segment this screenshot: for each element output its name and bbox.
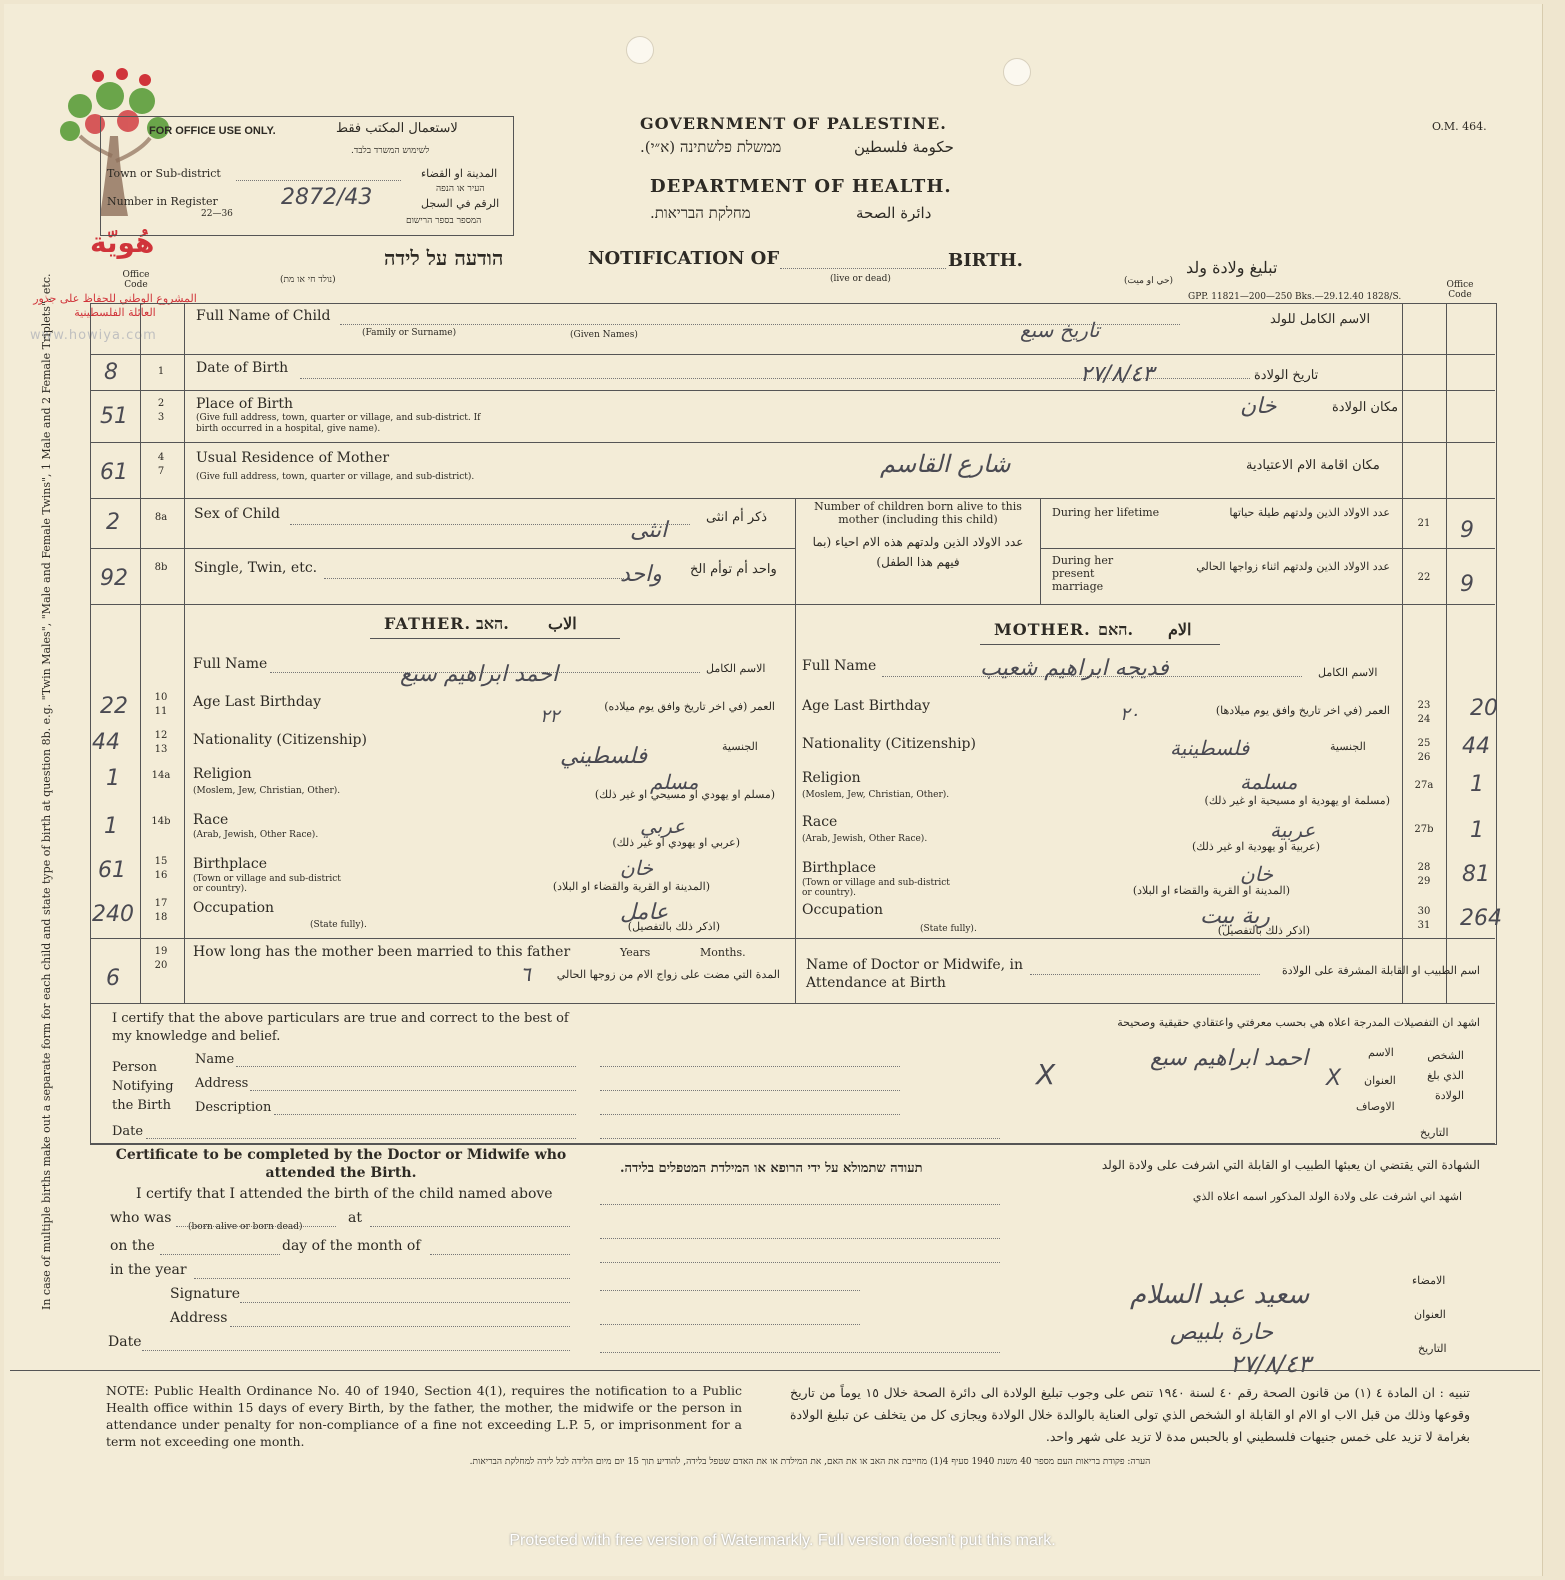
row-number: 26 (1417, 752, 1431, 763)
father-religion-value: مسلم (650, 770, 699, 794)
row-number: 22 (1417, 572, 1431, 583)
notifier-name-value: احمد ابراهيم سبع (1150, 1046, 1309, 1071)
punch-hole (1003, 58, 1031, 86)
mother-heading-he: האם. (1098, 620, 1134, 639)
father-birthplace-code: 61 (98, 858, 126, 883)
row-number: 21 (1417, 518, 1431, 529)
mother-race-value: عربية (1270, 818, 1316, 842)
doctor-signature-value: سعيد عبد السلام (1130, 1280, 1310, 1310)
row-number: 13 (154, 744, 168, 755)
given-name-note: (Given Names) (570, 330, 638, 340)
pob-code: 51 (100, 404, 128, 429)
in-year-label: in the year (110, 1262, 187, 1278)
father-race-value: عربي (640, 814, 686, 838)
government-title-ar: حكومة فلسطين (854, 138, 954, 156)
signature-label-ar: الامضاء (1412, 1274, 1446, 1287)
row-number: 29 (1417, 876, 1431, 887)
dob-label: Date of Birth (196, 360, 289, 376)
row-number: 31 (1417, 920, 1431, 931)
father-race-note: (Arab, Jewish, Other Race). (193, 830, 319, 840)
doctor-cert-title-he: תעודה שתמולא על ידי הרופא או המילדת המטפלים בלידה. (620, 1161, 923, 1176)
doctor-date-value: ٢٧/٨/٤٣ (1230, 1350, 1311, 1378)
note-ar: تنبيه : ان المادة ٤ (١) من قانون الصحة رقم ٤٠ لسنة ١٩٤٠ تنص على وجوب تبليغ الولادة الى دائرة الصحة خلال ١٥ يوماً من تاريخ وقوعها وذلك من قبل الاب او الام او القابلة او الشخص الذي تولى العناية بالوالدة خلال الولادة ويجازى كل من يتخلف عن تبليغ الولادة بغرامة لا تزيد على خمس جنيهات فلسطيني او بالحبس مدة لا تزيد على شهر واحد. (790, 1385, 1471, 1444)
residence-label-ar: مكان اقامة الام الاعتيادية (1246, 458, 1380, 473)
marriage-count-code: 9 (1460, 572, 1474, 597)
notifier-mark: X (1326, 1066, 1342, 1091)
department-title: DEPARTMENT OF HEALTH. (650, 176, 952, 197)
mother-name-label-ar: الاسم الكامل (1318, 666, 1378, 679)
row-number: 14b (151, 816, 171, 827)
child-name-label: Full Name of Child (196, 308, 331, 324)
department-title-ar: دائرة الصحة (856, 204, 932, 222)
mother-occupation-label-ar: (اذكر ذلك بالتفصيل) (1217, 924, 1310, 937)
father-religion-label: Religion (193, 766, 252, 782)
person-notifying-label-ar: الشخص الذي بلغ الولادة (1427, 1049, 1464, 1102)
marriage-code: 6 (106, 966, 120, 991)
live-or-dead: (live or dead) (830, 274, 891, 284)
father-race-code: 1 (104, 814, 118, 839)
sex-label-ar: ذكر أم انثى (706, 510, 768, 525)
row-number: 25 (1417, 738, 1431, 749)
mother-religion-label-ar: (مسلمة او يهودية او مسيحية او غير ذلك) (1204, 794, 1390, 807)
office-use-box (100, 116, 514, 236)
row-number: 12 (154, 730, 168, 741)
signature-label: Signature (170, 1286, 241, 1302)
row-number: 2 (157, 398, 165, 409)
mother-nationality-label-ar: الجنسية (1330, 740, 1366, 753)
mother-heading-ar: الام (1168, 620, 1192, 639)
logo-subtitle: المشروع الوطني للحفاظ على جذور العائلة الفلسطينية (33, 292, 197, 319)
father-religion-note: (Moslem, Jew, Christian, Other). (193, 786, 341, 796)
father-race-label-ar: (عربي او يهودي او غير ذلك) (612, 836, 740, 849)
mother-birthplace-label: Birthplace (802, 860, 877, 876)
residence-code: 61 (100, 460, 128, 485)
mother-religion-note: (Moslem, Jew, Christian, Other). (802, 790, 950, 800)
sex-label: Sex of Child (194, 506, 280, 522)
notifier-description-label: Description (195, 1100, 272, 1115)
notification-title-2: BIRTH. (948, 250, 1023, 271)
row-number: 4 (157, 452, 165, 463)
lifetime-label: During her lifetime (1052, 506, 1160, 519)
lifetime-label-ar: عدد الاولاد الذين ولدتهم طيلة حياتها (1229, 506, 1390, 519)
office-code-right: Office Code (1446, 280, 1474, 300)
marriage-label-ar: المدة التي مضت على زواج الام من زوجها الحالي (556, 968, 780, 981)
row-number: 19 (154, 946, 168, 957)
pob-label-ar: مكان الولادة (1332, 400, 1399, 415)
notification-title-1: NOTIFICATION OF (588, 248, 780, 269)
doctor-address-value: حارة بلبيص (1170, 1320, 1274, 1345)
father-occupation-label-ar: (اذكر ذلك بالتفصيل) (627, 920, 720, 933)
office-use-label: FOR OFFICE USE ONLY. (149, 125, 276, 137)
note-he: הערה: פקודת בריאות העם מספר 40 משנת 1940 סעיף 4(1) מחייבת את האב או את האם, את המילדת או את האדם שטפל בלידה, להודיע תוך 15 יום מיום הלידה לכל לידה למחלקת הבריאות. (469, 1457, 1151, 1467)
father-name-value: احمد ابراهيم سبع (400, 662, 559, 687)
row-number: 11 (154, 706, 168, 717)
father-name-label-ar: الاسم الكامل (706, 662, 766, 675)
notification-title-he: הודעה על לידה (384, 246, 504, 270)
lifetime-code: 9 (1460, 518, 1474, 543)
marriage-months-label: Months. (700, 946, 746, 959)
row-number: 18 (154, 912, 168, 923)
notifier-name-label-ar: الاسم (1368, 1046, 1394, 1059)
mother-age-code: 20 (1470, 696, 1498, 721)
mother-race-label: Race (802, 814, 838, 830)
father-name-label: Full Name (193, 656, 268, 672)
day-of-month-label: day of the month of (282, 1238, 421, 1254)
mother-nationality-value: فلسطينية (1170, 736, 1250, 760)
mother-race-code: 1 (1470, 818, 1484, 843)
register-label: Number in Register (107, 195, 218, 208)
father-occupation-note: (State fully). (310, 920, 367, 930)
certify-text: I certify that the above particulars are true and correct to the best of my knowledge and belief. (112, 1011, 569, 1044)
children-alive-label: Number of children born alive to this mother (including this child) (814, 500, 1022, 526)
mother-age-label-ar: العمر (في اخر تاريخ وافق يوم ميلادها) (1215, 704, 1390, 717)
certify-text-ar: اشهد ان التفصيلات المدرجة اعلاه هي بحسب معرفتي واعتقادي حقيقية وصحيحة (1117, 1016, 1480, 1029)
children-alive-label-ar: عدد الاولاد الذين ولدتهم هذه الام احياء (بما فيهم هذا الطفل) (812, 535, 1024, 569)
row-number: 24 (1417, 714, 1431, 725)
notifier-date-label-ar: التاريخ (1420, 1126, 1449, 1139)
town-label-ar: المدينة او القضاء (421, 167, 498, 180)
office-code-left: Office Code (122, 270, 150, 290)
father-heading-ar: الاب (548, 614, 577, 633)
date-label-ar: التاريخ (1418, 1342, 1447, 1355)
row-number: 28 (1417, 862, 1431, 873)
row-number: 10 (154, 692, 168, 703)
office-use-label-ar: لاستعمال المكتب فقط (336, 121, 458, 136)
doctor-cert-title: Certificate to be completed by the Doctor or Midwife who attended the Birth. (115, 1147, 567, 1181)
side-instructions: In case of multiple births make out a separate form for each child and state type of birth at question 8b. e.g. "Twin Males", "Male and Female Twins", 1 Male and 2 Female Triplets", etc. (40, 273, 53, 1310)
single-label-ar: واحد أم توأم الخ (690, 562, 777, 577)
single-label: Single, Twin, etc. (194, 560, 318, 576)
doctor-cert-text-ar: اشهد اني اشرفت على ولادة الولد المذكور اسمه اعلاه الذي (1192, 1190, 1462, 1203)
dob-code: 8 (104, 360, 118, 385)
father-age-label-ar: العمر (في اخر تاريخ وافق يوم ميلاده) (604, 700, 775, 713)
mother-occupation-value: ربة بيت (1200, 904, 1270, 929)
mother-name-value: فديجه ابراهيم شعيب (980, 656, 1169, 681)
dob-label-ar: تاريخ الولادة (1254, 368, 1319, 383)
note-en: NOTE: Public Health Ordinance No. 40 of 1940, Section 4(1), requires the notification to a Public Health office within 15 days of every Birth, by the father, the mother, the midwife or the person in attendance under penalty for non-compliance of a fine not exceeding L.P. 5, or imprisonment for a term not exceeding one month. (106, 1383, 742, 1449)
father-birthplace-value: خان (620, 856, 654, 880)
marriage-years-label: Years (620, 946, 651, 959)
mother-birthplace-value: خان (1240, 862, 1274, 886)
row-number: 20 (154, 960, 168, 971)
father-nationality-value: فلسطيني (560, 744, 648, 769)
office-use-label-he: לשימוש המשרד בלבד. (351, 146, 430, 156)
marriage-count-label-ar: عدد الاولاد الذين ولدتهم اثناء زواجها الحالي (1196, 560, 1390, 573)
register-value: 2872/43 (281, 185, 373, 210)
father-nationality-code: 44 (92, 730, 120, 755)
notifier-address-label: Address (195, 1076, 249, 1091)
father-nationality-label: Nationality (Citizenship) (193, 732, 367, 748)
mother-age-value: ٢٠ (1120, 704, 1140, 725)
row-number: 15 (154, 856, 168, 867)
doctor-name-label: Name of Doctor or Midwife, in Attendance at Birth (806, 957, 1024, 991)
marriage-label: How long has the mother been married to this father (193, 944, 571, 960)
row-number: 30 (1417, 906, 1431, 917)
watermark: Protected with free version of Watermarkly. Full version doesn't put this mark. (509, 1532, 1056, 1549)
doctor-name-label-ar: اسم الطبيب او القابلة المشرفة على الولادة (1282, 964, 1480, 977)
father-nationality-label-ar: الجنسية (722, 740, 758, 753)
mother-occupation-code: 264 (1460, 906, 1502, 931)
notifier-address-label-ar: العنوان (1364, 1074, 1396, 1087)
father-occupation-label: Occupation (193, 900, 275, 916)
residence-value: شارع القاسم (880, 450, 1011, 478)
town-label: Town or Sub-district (107, 167, 221, 180)
single-value: واحد (620, 562, 662, 587)
doctor-cert-title-ar: الشهادة التي يقتضي ان يعبئها الطبيب او القابلة التي اشرفت على ولادة الولد (1101, 1158, 1480, 1172)
row-number: 8b (154, 562, 168, 573)
child-name-value: تاريخ سبع (1020, 318, 1100, 342)
family-name-note: (Family or Surname) (362, 328, 457, 338)
form-code: O.M. 464. (1432, 120, 1487, 133)
row-number: 27a (1414, 780, 1434, 791)
father-heading: FATHER. (384, 614, 472, 633)
punch-hole (626, 36, 654, 64)
row-number: 17 (154, 898, 168, 909)
pob-note: (Give full address, town, quarter or village, and sub-district. If birth occurred in a hospital, give name). (196, 413, 481, 434)
mother-nationality-label: Nationality (Citizenship) (802, 736, 976, 752)
father-race-label: Race (193, 812, 229, 828)
who-was-label: who was (110, 1210, 172, 1226)
father-religion-label-ar: (مسلم او يهودي او مسيحي او غير ذلك) (594, 788, 775, 801)
pob-value: خان (1240, 394, 1277, 419)
department-title-he: מחלקת הבריאות. (650, 204, 751, 222)
father-age-value: ٢٢ (540, 706, 560, 727)
father-occupation-value: عامل (620, 900, 669, 925)
row-number: 3 (157, 412, 165, 423)
mother-nationality-code: 44 (1462, 734, 1490, 759)
notifier-date-label: Date (112, 1124, 144, 1139)
address-label-ar: العنوان (1414, 1308, 1446, 1321)
mother-race-note: (Arab, Jewish, Other Race). (802, 834, 928, 844)
father-age-label: Age Last Birthday (193, 694, 322, 710)
child-name-label-ar: الاسم الكامل للولد (1270, 312, 1371, 327)
at-label: at (348, 1210, 362, 1226)
logo-name: هُويّة (90, 226, 155, 259)
mother-birthplace-code: 81 (1462, 862, 1490, 887)
row-number: 1 (157, 366, 165, 377)
father-heading-he: האב. (476, 614, 509, 633)
row-number: 16 (154, 870, 168, 881)
government-title: GOVERNMENT OF PALESTINE. (640, 114, 947, 133)
row-number: 14a (151, 770, 171, 781)
father-birthplace-label-ar: (المدينة او القرية والقضاء او البلاد) (552, 880, 710, 893)
row-number: 8a (154, 512, 168, 523)
residence-label: Usual Residence of Mother (196, 450, 390, 466)
mother-heading: MOTHER. (994, 620, 1091, 639)
row-number: 7 (157, 466, 165, 477)
father-birthplace-label: Birthplace (193, 856, 268, 872)
live-or-dead-he: (נולד חי או מת) (280, 275, 336, 285)
register-label-he: המספר בספר הרישום (406, 216, 482, 226)
sex-code: 2 (106, 510, 120, 535)
mother-birthplace-label-ar: (المدينة او القرية والقضاء او البلاد) (1132, 884, 1290, 897)
dob-value: ٢٧/٨/٤٣ (1080, 362, 1154, 387)
mother-name-label: Full Name (802, 658, 877, 674)
mother-occupation-label: Occupation (802, 902, 884, 918)
notifier-mark: X (1036, 1058, 1056, 1091)
notification-title-ar: تبليغ ولادة ولد (1186, 258, 1278, 277)
print-ref: GPP. 11821—200—250 Bks.—29.12.40 1828/S. (1188, 292, 1402, 302)
father-age-code: 22 (100, 694, 128, 719)
logo-url: www.howiya.com (30, 328, 157, 343)
father-occupation-code: 240 (92, 902, 134, 927)
row-number: 23 (1417, 700, 1431, 711)
notifier-name-label: Name (195, 1052, 235, 1067)
register-label-ar: الرقم في السجل (421, 197, 500, 210)
town-label-he: העיר או הנפה (436, 184, 485, 194)
on-the-label: on the (110, 1238, 155, 1254)
live-or-dead-ar: (حي او ميت) (1124, 276, 1174, 286)
mother-race-label-ar: (عربية او يهودية او غير ذلك) (1191, 840, 1320, 853)
person-notifying-label: Person Notifying the Birth (112, 1060, 174, 1113)
mother-religion-code: 1 (1470, 772, 1484, 797)
row-number: 27b (1414, 824, 1434, 835)
register-sub: 22—36 (201, 209, 233, 219)
born-note: (born alive or born dead) (188, 1222, 303, 1232)
mother-religion-value: مسلمة (1240, 770, 1298, 794)
mother-occupation-note: (State fully). (920, 924, 977, 934)
date-label: Date (108, 1334, 142, 1350)
notifier-description-label-ar: الاوصاف (1356, 1100, 1395, 1113)
address-label: Address (170, 1310, 228, 1326)
mother-birthplace-note: (Town or village and sub-district or country). (802, 878, 950, 898)
government-title-he: ממשלת פלשתינה (א״י). (640, 138, 782, 156)
marriage-count-label: During her present marriage (1052, 554, 1114, 593)
mother-religion-label: Religion (802, 770, 861, 786)
mother-age-label: Age Last Birthday (802, 698, 931, 714)
doctor-cert-text: I certify that I attended the birth of the child named above (136, 1186, 553, 1202)
father-religion-code: 1 (106, 766, 120, 791)
single-code: 92 (100, 566, 128, 591)
sex-value: انثى (630, 518, 668, 543)
marriage-years-value: ٦ (520, 962, 531, 986)
pob-label: Place of Birth (196, 396, 293, 412)
father-birthplace-note: (Town or village and sub-district or country). (193, 874, 341, 894)
residence-note: (Give full address, town, quarter or village, and sub-district). (196, 472, 475, 482)
